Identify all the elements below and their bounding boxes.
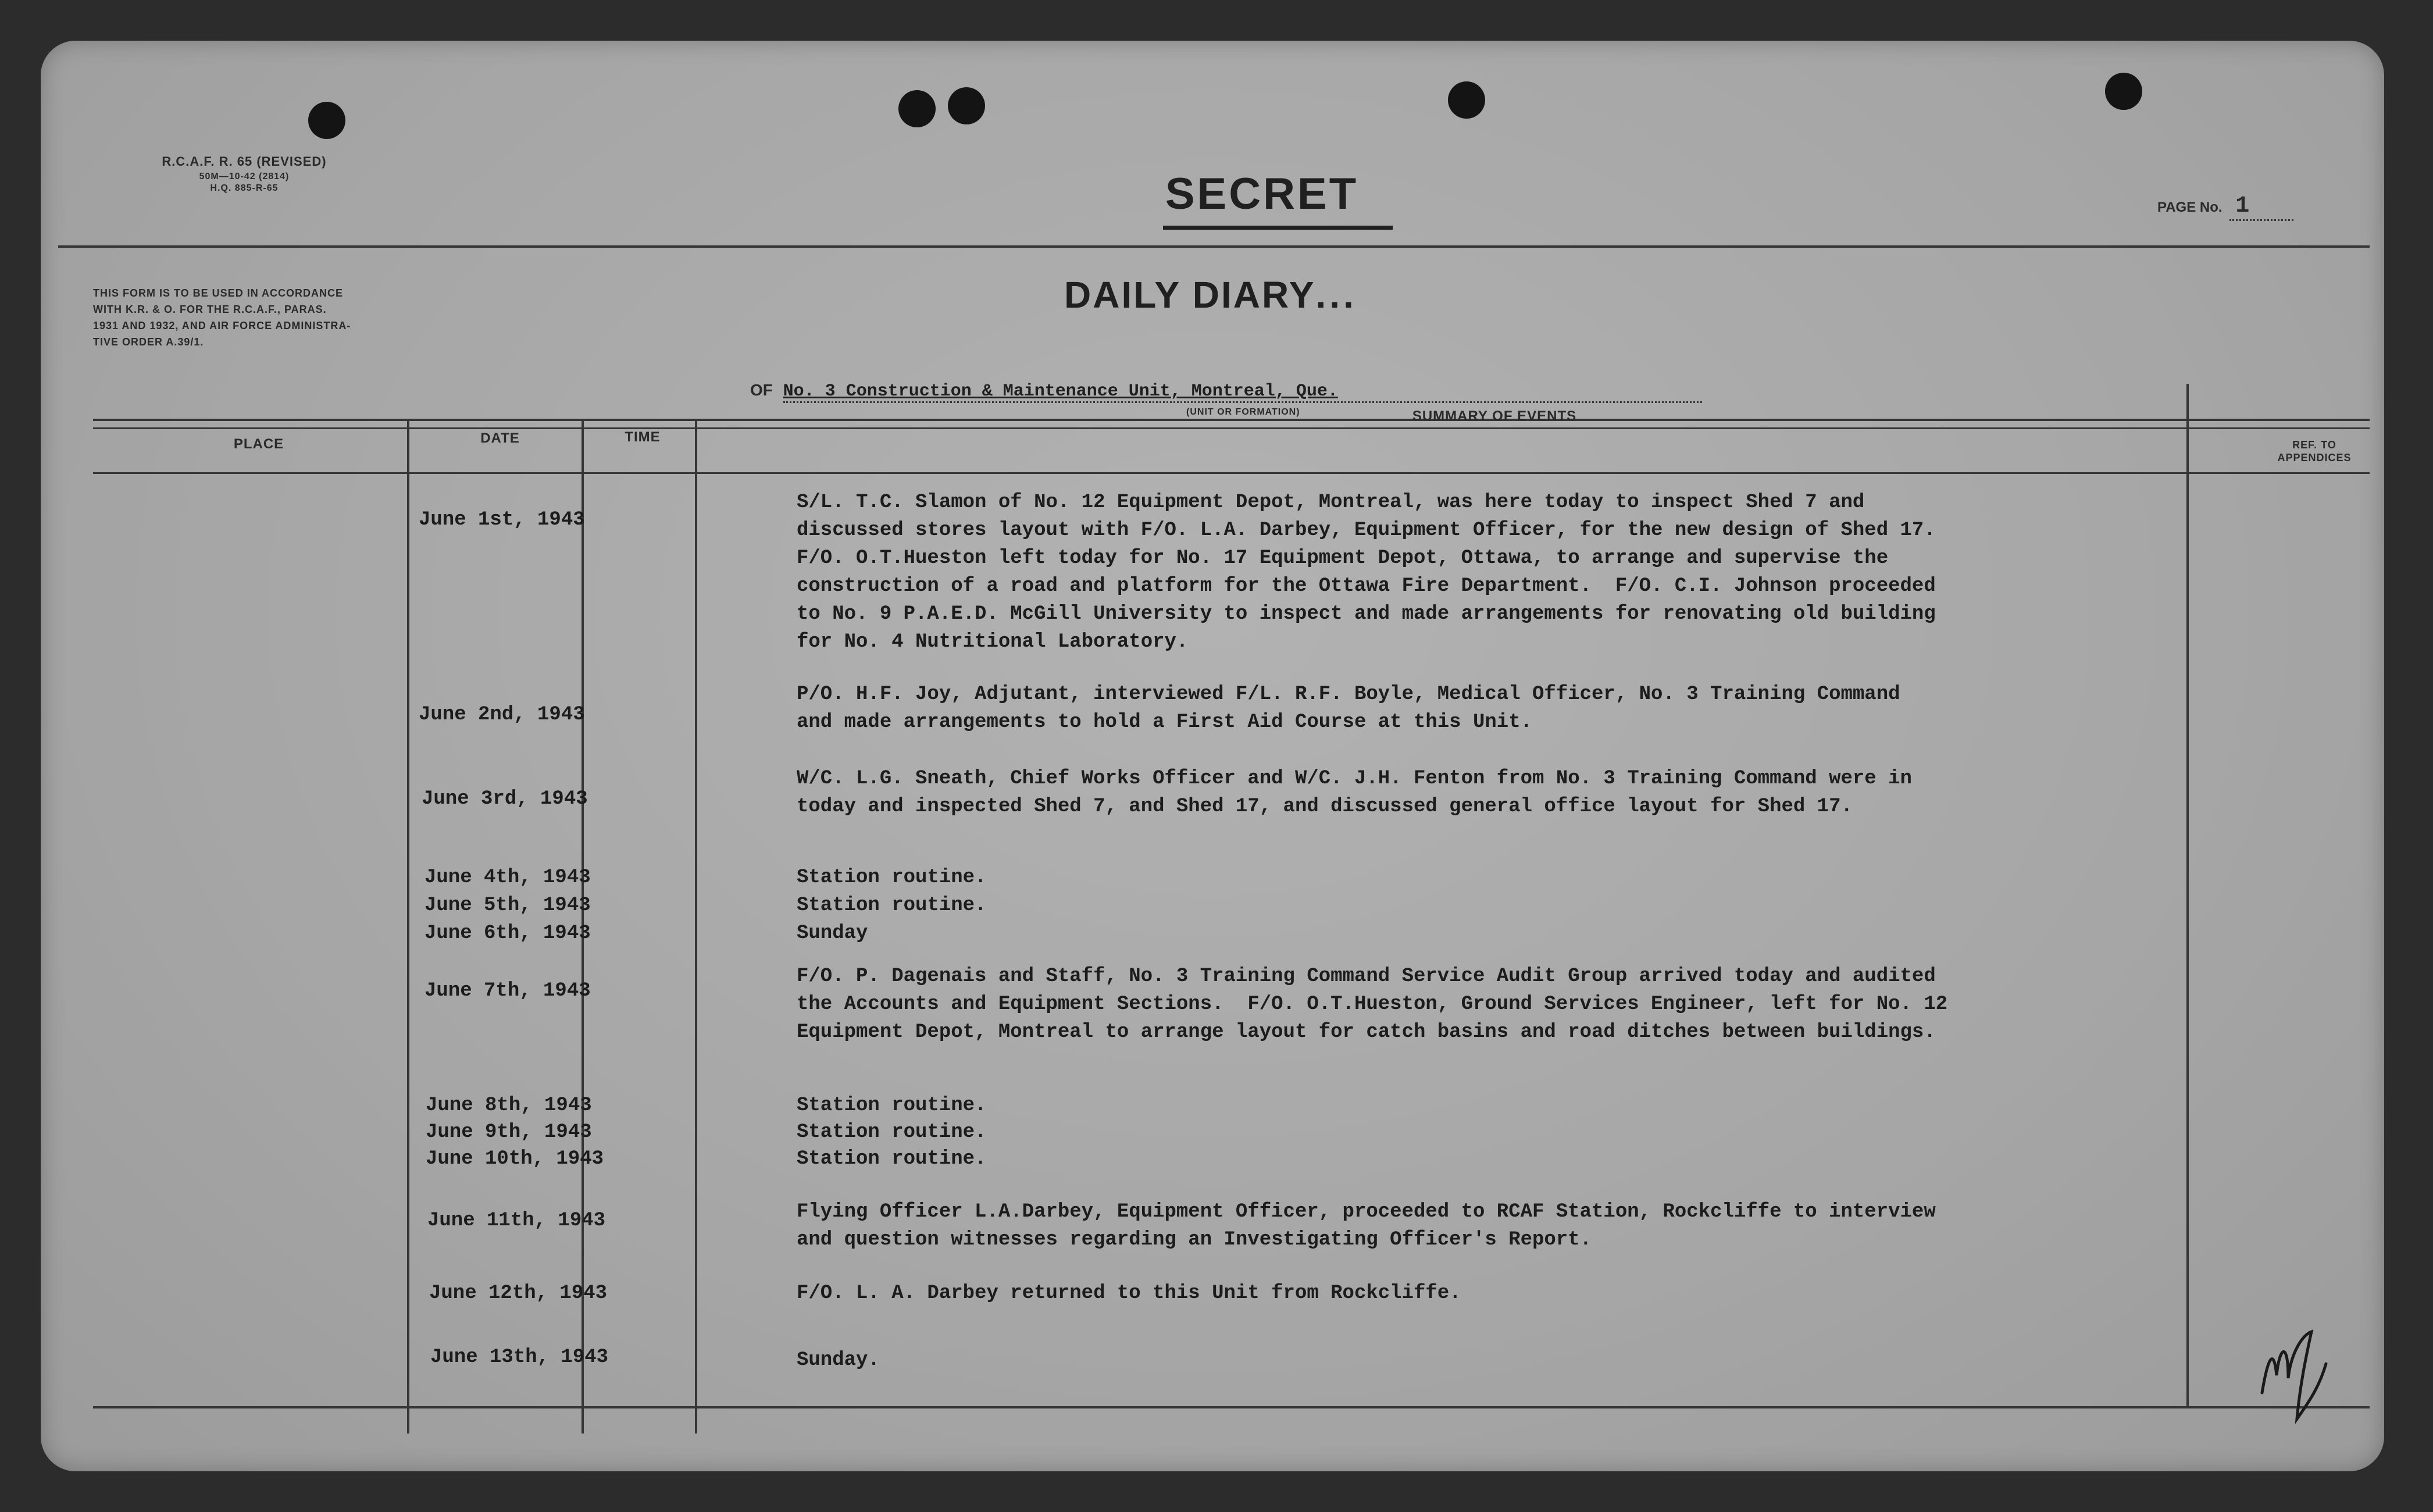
entry-date: June 9th, 1943 — [426, 1121, 592, 1143]
entry-date: June 3rd, 1943 — [422, 788, 588, 810]
page-number-value: 1 — [2229, 193, 2293, 221]
column-divider — [407, 419, 409, 1433]
diary-title: DAILY DIARY... — [1064, 274, 1357, 316]
form-identifier — [99, 154, 390, 194]
entry-summary: Station routine. — [797, 894, 987, 917]
entry-summary: Station routine. — [797, 1094, 987, 1117]
entry-date: June 11th, 1943 — [427, 1210, 606, 1232]
punch-hole — [2105, 73, 2142, 110]
entry-date: June 4th, 1943 — [424, 866, 591, 889]
column-divider — [2186, 384, 2189, 1407]
col-head-summary: SUMMARY OF EVENTS — [1412, 408, 1577, 424]
entry-date: June 10th, 1943 — [426, 1148, 604, 1170]
entry-summary: P/O. H.F. Joy, Adjutant, interviewed F/L. R.F. Boyle, Medical Officer, No. 3 Training Command and made arrangements to hold a First Aid Course at this Unit. — [797, 683, 1900, 733]
col-head-ref — [2227, 438, 2402, 464]
table-top-rule-inner — [93, 427, 2370, 429]
unit-caption: (UNIT OR FORMATION) — [1186, 407, 1300, 417]
page-number-field — [2157, 193, 2293, 221]
diary-page — [41, 41, 2384, 1471]
entry-date: June 7th, 1943 — [424, 980, 591, 1002]
entry-summary: Station routine. — [797, 1148, 987, 1170]
handwritten-initials — [2256, 1323, 2332, 1428]
col-head-ref-line2: APPENDICES — [2277, 452, 2352, 463]
entry-date: June 8th, 1943 — [426, 1094, 592, 1117]
entry-date: June 1st, 1943 — [419, 509, 585, 531]
entry-summary: Station routine. — [797, 866, 987, 889]
entry-summary: Flying Officer L.A.Darbey, Equipment Officer, proceeded to RCAF Station, Rockcliffe to interview and question witnesses regarding an Investigating Officer's Report. — [797, 1201, 1936, 1251]
form-instructions — [93, 285, 558, 350]
entry-date: June 12th, 1943 — [429, 1282, 608, 1304]
classification-underline — [1163, 226, 1393, 230]
entry-date: June 6th, 1943 — [424, 922, 591, 944]
print-code: 50M—10-42 (2814) — [199, 172, 290, 181]
entry-date: June 2nd, 1943 — [419, 704, 585, 726]
form-number: R.C.A.F. R. 65 (REVISED) — [162, 154, 327, 169]
column-divider — [695, 419, 697, 1433]
entry-summary: F/O. L. A. Darbey returned to this Unit from Rockcliffe. — [797, 1282, 1461, 1304]
header-rule — [58, 245, 2370, 248]
col-head-date: DATE — [480, 430, 520, 446]
entry-summary: Sunday. — [797, 1349, 880, 1371]
entry-summary: S/L. T.C. Slamon of No. 12 Equipment Depot, Montreal, was here today to inspect Shed 7 and discussed stores layout with F/O. L.A. Darbey, Equipment Officer, for the new design of Shed 17. F/O. O.T.Hueston left today for No. 17 Equipment Depot, Ottawa, to arrange and supervise the construction of a road and platform for the Ottawa Fire Department. F/O. C.I. Johnson proceeded to No. 9 P.A.E.D. McGill University to inspect and made arrangements for renovating old building for No. 4 Nutritional Laboratory. — [797, 491, 1936, 653]
entry-summary: Station routine. — [797, 1121, 987, 1143]
col-head-ref-line1: REF. TO — [2292, 439, 2336, 451]
punch-hole — [898, 90, 936, 127]
classification-heading: SECRET — [1165, 169, 1359, 219]
form-instruction-line: THIS FORM IS TO BE USED IN ACCORDANCE — [93, 287, 344, 299]
table-header-rule — [93, 472, 2370, 474]
punch-hole — [948, 87, 985, 124]
punch-hole — [308, 102, 345, 139]
form-instruction-line: 1931 AND 1932, AND AIR FORCE ADMINISTRA- — [93, 320, 351, 331]
diary-title-text: DAILY DIARY — [1064, 274, 1316, 316]
entry-summary: Sunday — [797, 922, 868, 944]
unit-name: No. 3 Construction & Maintenance Unit, Montreal, Que. — [783, 381, 1702, 403]
entry-summary: F/O. P. Dagenais and Staff, No. 3 Training Command Service Audit Group arrived today and audited the Accounts and Equipment Sections. F/O. O.T.Hueston, Ground Services Engineer, left for No. 12 Equipment Depot, Montreal to arrange layout for catch basins and road ditches between buildings. — [797, 965, 1948, 1043]
hq-code: H.Q. 885-R-65 — [210, 183, 279, 193]
punch-hole — [1448, 81, 1485, 119]
form-instruction-line: WITH K.R. & O. FOR THE R.C.A.F., PARAS. — [93, 304, 327, 315]
entry-date: June 5th, 1943 — [424, 894, 591, 917]
form-instruction-line: TIVE ORDER A.39/1. — [93, 336, 204, 348]
of-label: OF — [750, 381, 773, 399]
col-head-place: PLACE — [233, 436, 284, 452]
entry-summary: W/C. L.G. Sneath, Chief Works Officer and W/C. J.H. Fenton from No. 3 Training Command were in today and inspected Shed 7, and Shed 17, and discussed general office layout for Shed 17. — [797, 768, 1912, 818]
table-bottom-rule — [93, 1406, 2370, 1408]
col-head-time: TIME — [625, 429, 661, 445]
page-number-label: PAGE No. — [2157, 199, 2222, 215]
entry-date: June 13th, 1943 — [430, 1346, 609, 1368]
unit-line — [750, 381, 1702, 403]
